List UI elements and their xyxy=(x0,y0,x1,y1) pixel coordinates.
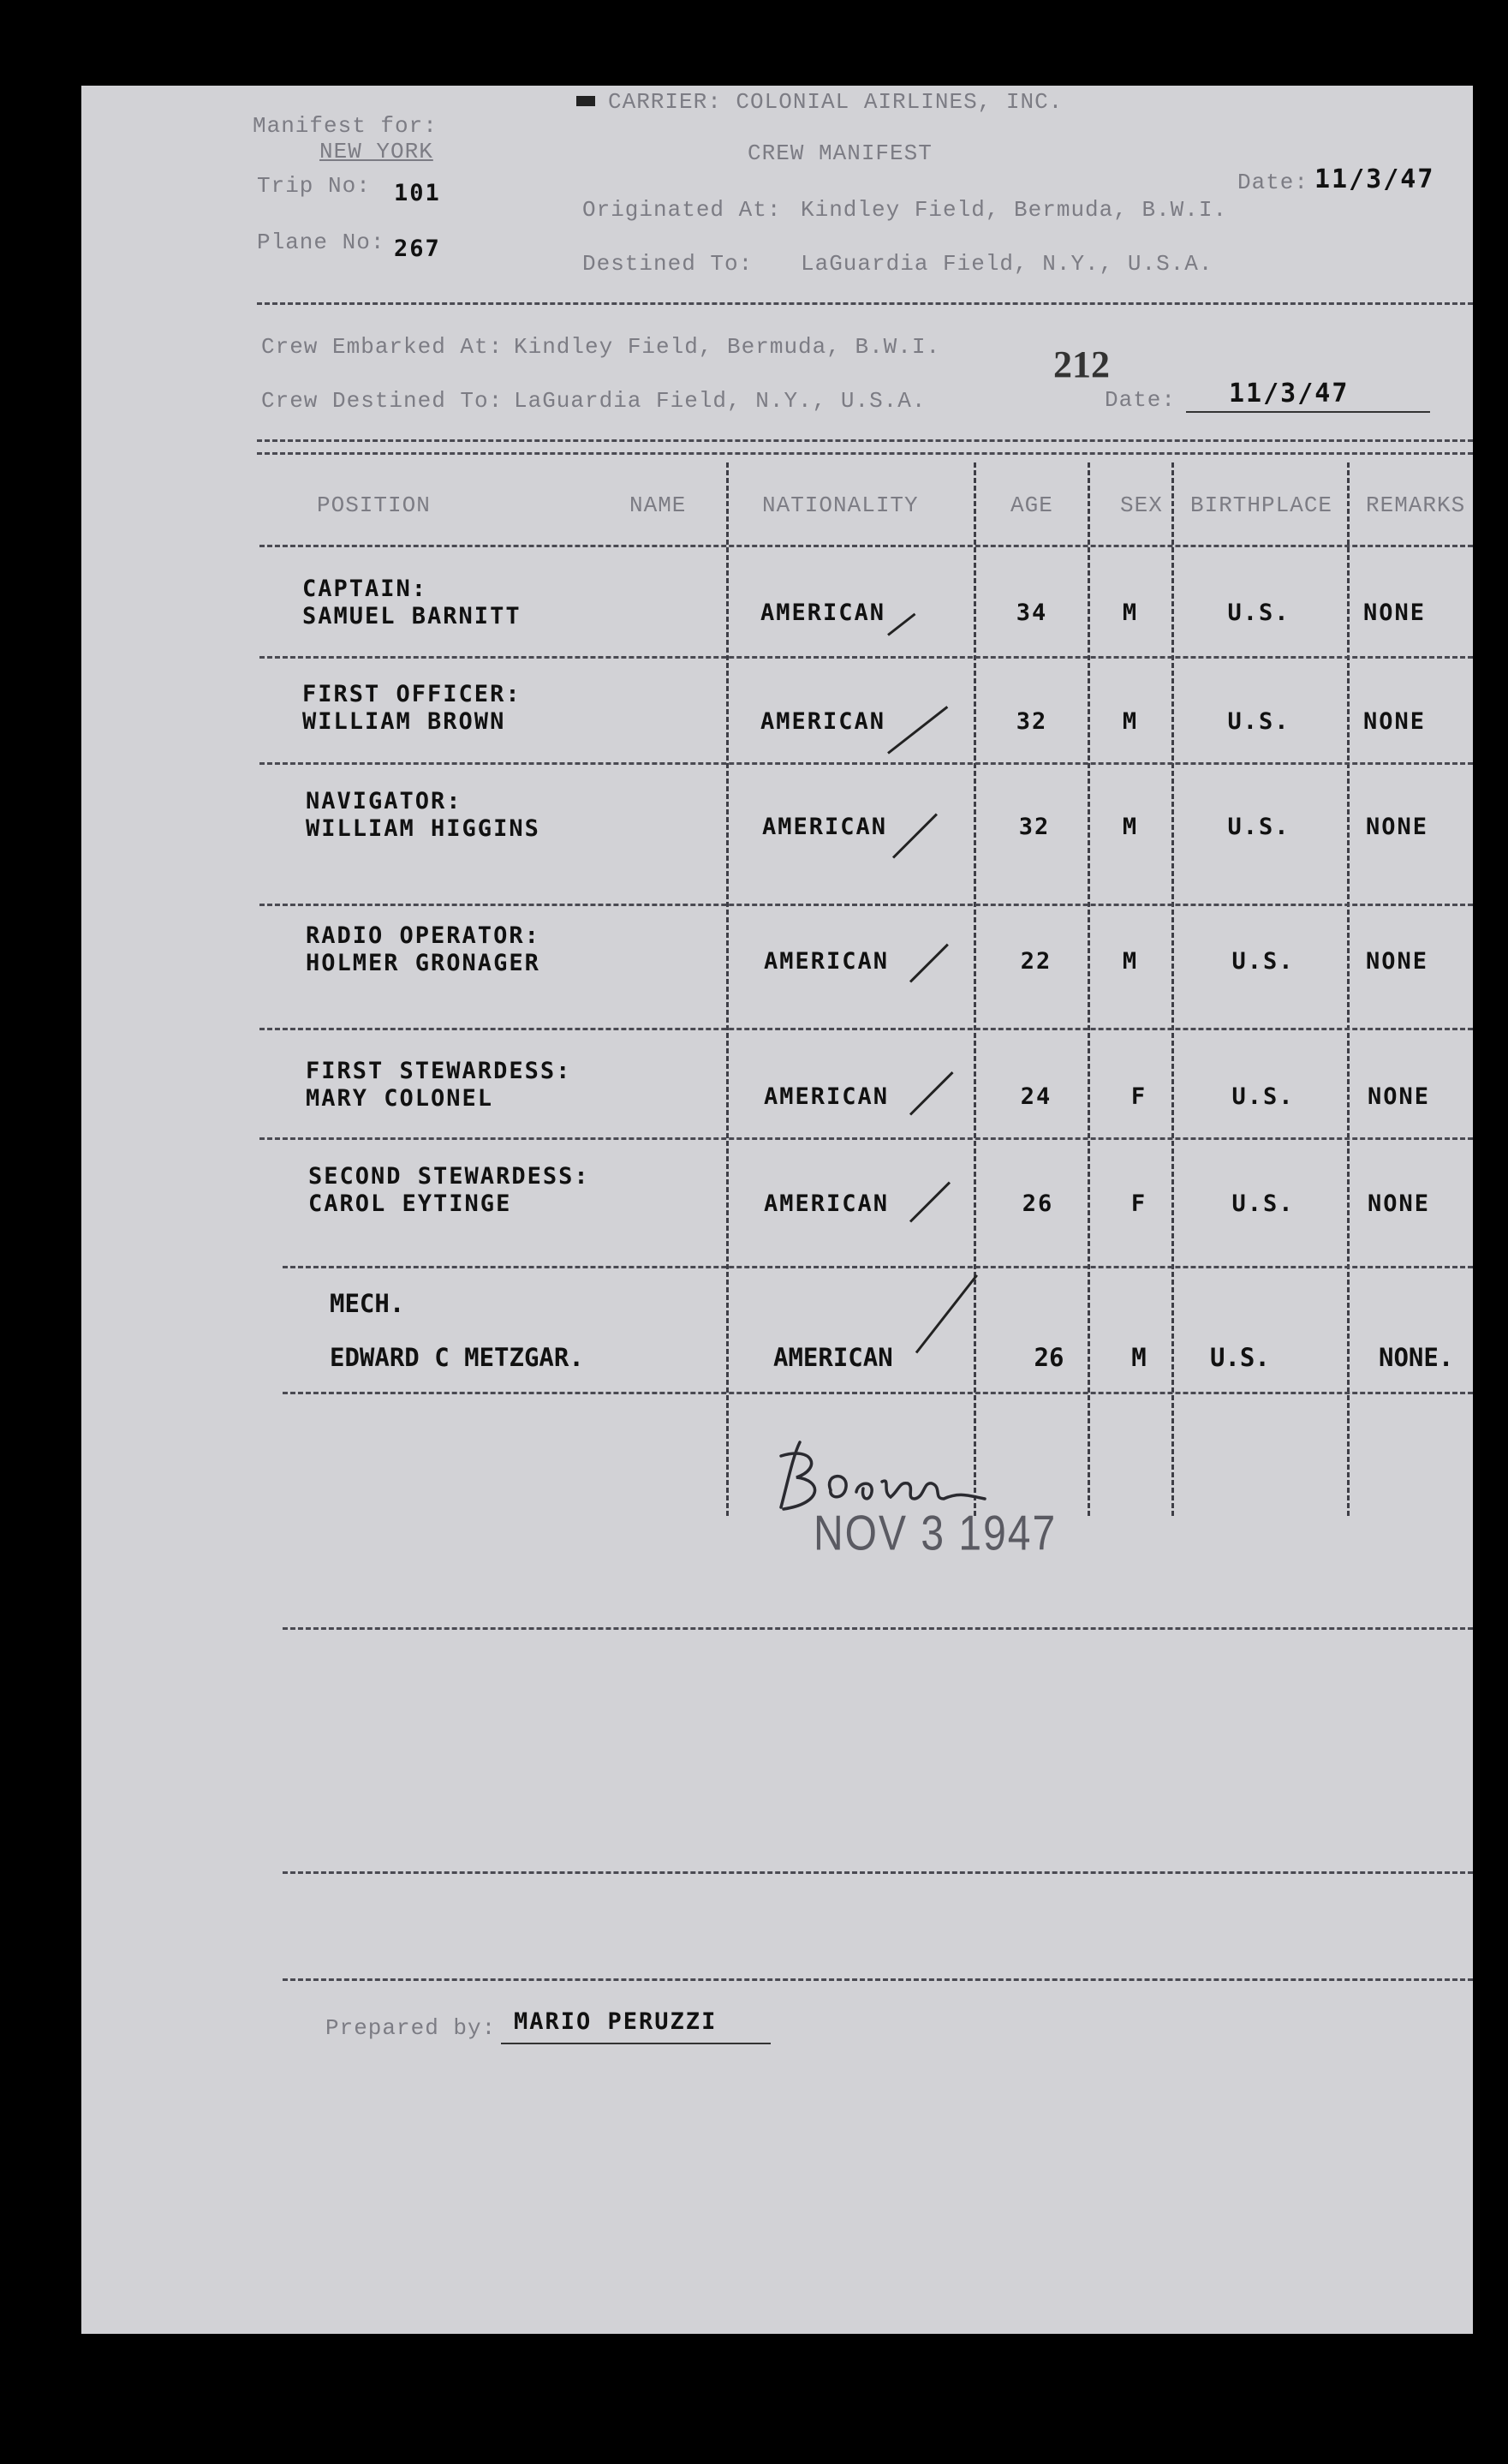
plane-value: 267 xyxy=(394,236,441,262)
crew-age: 26 xyxy=(1034,1343,1064,1372)
destined-value: LaGuardia Field, N.Y., U.S.A. xyxy=(801,251,1213,277)
column-header-birthplace: BIRTHPLACE xyxy=(1190,492,1333,518)
prepared-by-label: Prepared by: xyxy=(325,2015,497,2041)
row-divider xyxy=(283,1978,1473,1981)
row-divider xyxy=(283,1392,1473,1394)
crew-nationality: AMERICAN xyxy=(764,948,890,975)
column-header-remarks: REMARKS xyxy=(1366,492,1466,518)
column-header-position: POSITION xyxy=(317,492,431,518)
date-label: Date: xyxy=(1237,170,1309,195)
row-divider xyxy=(259,1028,1473,1030)
crew-sex: M xyxy=(1122,948,1139,975)
crew-date-value: 11/3/47 xyxy=(1229,379,1350,409)
crew-birthplace: U.S. xyxy=(1231,1190,1295,1217)
crew-remarks: NONE xyxy=(1366,948,1429,975)
check-mark xyxy=(909,1181,951,1222)
crew-name: MARY COLONEL xyxy=(306,1085,494,1112)
column-divider xyxy=(1171,462,1174,1516)
crew-position: FIRST OFFICER: xyxy=(302,681,522,707)
crew-sex: M xyxy=(1131,1343,1147,1372)
ink-mark xyxy=(576,96,595,106)
crew-sex: F xyxy=(1130,1190,1147,1217)
crew-birthplace: U.S. xyxy=(1227,600,1290,626)
crew-remarks: NONE xyxy=(1363,708,1427,735)
form-title: CREW MANIFEST xyxy=(748,140,933,166)
originated-label: Originated At: xyxy=(582,197,782,223)
crew-position: SECOND STEWARDESS: xyxy=(308,1163,590,1190)
row-divider xyxy=(259,656,1473,659)
row-divider xyxy=(259,762,1473,765)
crew-name: EDWARD C METZGAR. xyxy=(330,1343,584,1372)
column-divider xyxy=(1088,462,1090,1516)
crew-nationality: AMERICAN xyxy=(764,1083,890,1110)
column-header-age: AGE xyxy=(1010,492,1053,518)
column-divider xyxy=(1347,462,1350,1516)
check-mark xyxy=(909,944,949,983)
crew-age: 22 xyxy=(1020,948,1052,975)
row-divider xyxy=(259,1137,1473,1140)
prepared-by-value: MARIO PERUZZI xyxy=(514,2008,718,2035)
crew-age: 26 xyxy=(1022,1190,1054,1217)
divider xyxy=(257,302,1473,305)
crew-destined-value: LaGuardia Field, N.Y., U.S.A. xyxy=(514,388,927,414)
trip-label: Trip No: xyxy=(257,173,371,199)
trip-value: 101 xyxy=(394,180,441,206)
crew-name: HOLMER GRONAGER xyxy=(306,950,540,976)
originated-value: Kindley Field, Bermuda, B.W.I. xyxy=(801,197,1228,223)
crew-age: 32 xyxy=(1018,814,1051,840)
crew-birthplace: U.S. xyxy=(1227,708,1290,735)
row-divider xyxy=(259,545,1473,547)
crew-sex: M xyxy=(1122,600,1139,626)
crew-remarks: NONE xyxy=(1368,1083,1431,1110)
divider xyxy=(257,452,1473,455)
crew-embarked-value: Kindley Field, Bermuda, B.W.I. xyxy=(514,334,941,360)
row-divider xyxy=(283,1871,1473,1874)
column-divider xyxy=(974,462,976,1516)
row-divider xyxy=(283,1266,1473,1268)
crew-birthplace: U.S. xyxy=(1227,814,1290,840)
crew-remarks: NONE xyxy=(1363,600,1427,626)
crew-sex: M xyxy=(1122,814,1139,840)
crew-position: RADIO OPERATOR: xyxy=(306,922,540,949)
manifest-for-value: NEW YORK xyxy=(319,139,433,164)
check-mark xyxy=(909,1071,954,1116)
crew-remarks: NONE xyxy=(1366,814,1429,840)
crew-sex: F xyxy=(1130,1083,1147,1110)
crew-birthplace: U.S. xyxy=(1231,1083,1295,1110)
prepared-by-underline xyxy=(501,2043,771,2044)
crew-position: NAVIGATOR: xyxy=(306,788,462,814)
crew-date-label: Date: xyxy=(1105,387,1177,413)
column-divider xyxy=(726,462,729,1516)
crew-age: 34 xyxy=(1016,600,1048,626)
date-underline xyxy=(1186,411,1430,413)
crew-position: MECH. xyxy=(330,1289,405,1318)
crew-nationality: AMERICAN xyxy=(760,600,886,626)
check-mark xyxy=(892,814,938,859)
crew-nationality: AMERICAN xyxy=(762,814,888,840)
crew-nationality: AMERICAN xyxy=(760,708,886,735)
crew-name: CAROL EYTINGE xyxy=(308,1190,512,1217)
check-mark xyxy=(887,706,948,755)
check-mark xyxy=(887,613,915,636)
destined-label: Destined To: xyxy=(582,251,754,277)
crew-name: WILLIAM BROWN xyxy=(302,708,506,735)
crew-name: SAMUEL BARNITT xyxy=(302,603,522,629)
crew-nationality: AMERICAN xyxy=(773,1343,893,1372)
crew-birthplace: U.S. xyxy=(1210,1343,1270,1372)
crew-birthplace: U.S. xyxy=(1231,948,1295,975)
manifest-number: 212 xyxy=(1053,343,1110,385)
crew-age: 32 xyxy=(1016,708,1048,735)
crew-remarks: NONE. xyxy=(1379,1343,1454,1372)
carrier-name: CARRIER: COLONIAL AIRLINES, INC. xyxy=(608,89,1064,115)
crew-position: CAPTAIN: xyxy=(302,576,428,602)
date-value: 11/3/47 xyxy=(1314,164,1435,194)
crew-sex: M xyxy=(1122,708,1139,735)
column-header-nationality: NATIONALITY xyxy=(762,492,919,518)
crew-age: 24 xyxy=(1020,1083,1052,1110)
crew-nationality: AMERICAN xyxy=(764,1190,890,1217)
row-divider xyxy=(283,1627,1473,1630)
plane-label: Plane No: xyxy=(257,230,385,255)
column-header-sex: SEX xyxy=(1120,492,1163,518)
crew-destined-label: Crew Destined To: xyxy=(261,388,504,414)
manifest-for-label: Manifest for: xyxy=(253,113,438,139)
manifest-page xyxy=(81,86,1473,2334)
crew-embarked-label: Crew Embarked At: xyxy=(261,334,504,360)
crew-name: WILLIAM HIGGINS xyxy=(306,815,540,842)
row-divider xyxy=(259,904,1473,906)
crew-remarks: NONE xyxy=(1368,1190,1431,1217)
check-mark xyxy=(915,1274,978,1353)
date-stamp: NOV 3 1947 xyxy=(814,1506,1058,1561)
crew-position: FIRST STEWARDESS: xyxy=(306,1058,572,1084)
column-header-name: NAME xyxy=(629,492,687,518)
divider xyxy=(257,439,1473,442)
